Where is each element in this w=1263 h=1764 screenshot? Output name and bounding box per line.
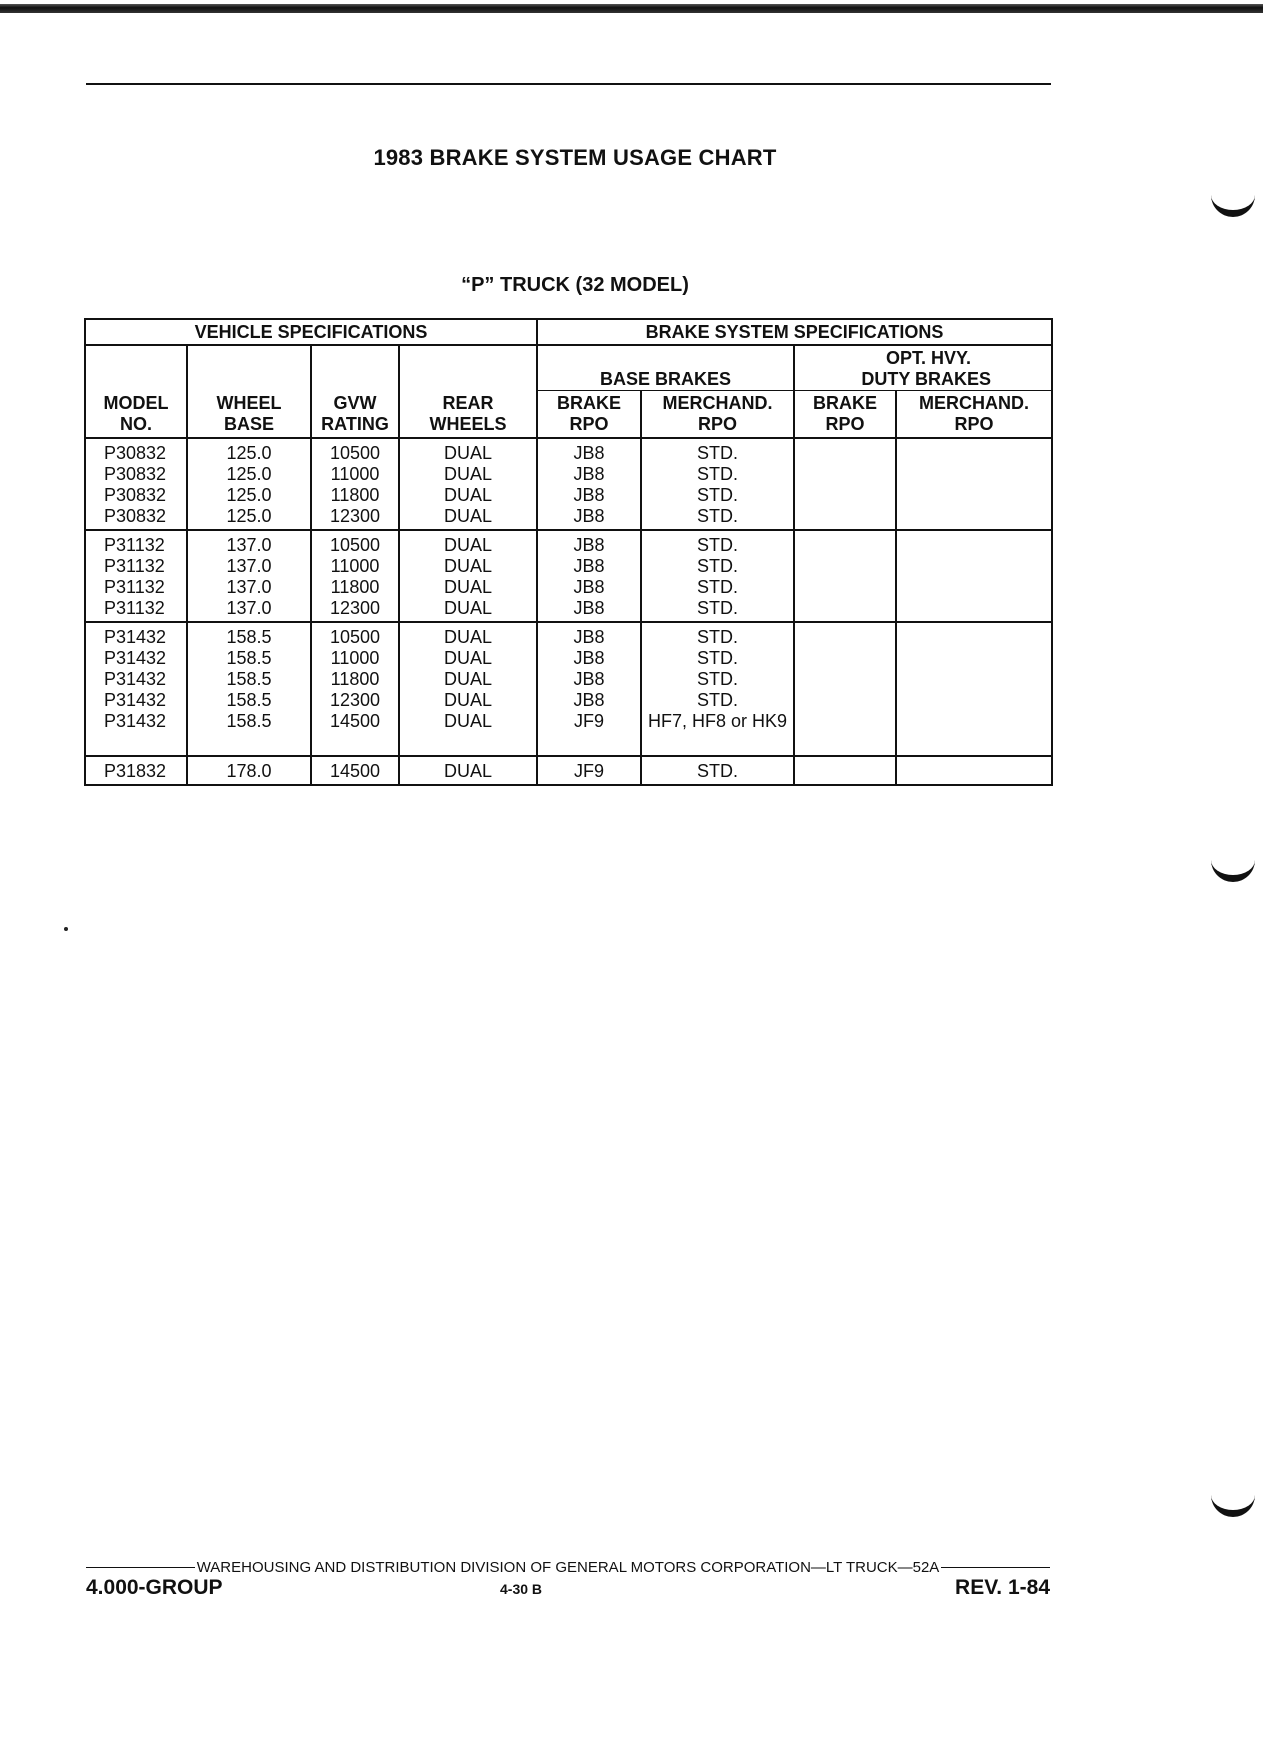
brake-usage-table: [84, 318, 1053, 786]
cell-value: DUAL: [444, 648, 493, 668]
cell-value: DUAL: [444, 627, 493, 647]
cell-value: STD.: [697, 506, 739, 526]
cell-merch-rpo: [641, 530, 794, 622]
page-subtitle: “P” TRUCK (32 MODEL): [461, 274, 689, 296]
cell-value: 11000: [330, 464, 380, 484]
cell-value: P31132: [104, 577, 165, 597]
page-title: 1983 BRAKE SYSTEM USAGE CHART: [373, 145, 777, 170]
cell-value: JF9: [574, 711, 605, 731]
cell-value: 10500: [329, 535, 381, 555]
cell-rear: [399, 438, 537, 530]
cell-value: P31832: [104, 761, 167, 781]
cell-value: 12300: [329, 690, 381, 710]
cell-value: P31432: [104, 690, 167, 710]
cell-value: JB8: [573, 648, 605, 668]
cell-value: 158.5: [226, 669, 272, 689]
cell-value: P31132: [104, 556, 165, 576]
cell-value: STD.: [697, 648, 739, 668]
cell-value: 12300: [329, 506, 381, 526]
cell-value: 125.0: [226, 464, 272, 484]
cell-value: P31432: [104, 627, 167, 647]
cell-value: 158.5: [226, 711, 272, 731]
model-group: [85, 438, 1052, 530]
cell-value: 158.5: [226, 648, 272, 668]
cell-empty-opt: [896, 530, 1052, 622]
cell-value: DUAL: [444, 464, 493, 484]
cell-value: JB8: [573, 443, 605, 463]
column-header-gvw-rating: GVW RATING: [311, 345, 399, 438]
cell-value: JB8: [573, 627, 605, 647]
cell-value: DUAL: [444, 556, 493, 576]
cell-wheel-base: [187, 438, 311, 530]
model-group: [85, 756, 1052, 785]
cell-value: 158.5: [226, 690, 272, 710]
cell-merch-rpo: [641, 756, 794, 785]
cell-value: 137.0: [226, 535, 272, 555]
cell-value: 137.0: [226, 577, 272, 597]
scan-speck: [64, 927, 68, 931]
column-header-base-merchand-rpo: MERCHAND. RPO: [641, 391, 794, 439]
cell-model: [85, 438, 187, 530]
cell-brake-rpo: [537, 756, 641, 785]
cell-value: STD.: [697, 598, 739, 618]
cell-value: 11000: [330, 556, 380, 576]
cell-value: JB8: [573, 577, 605, 597]
cell-wheel-base: [187, 530, 311, 622]
cell-value: 12300: [329, 598, 381, 618]
cell-value: P31432: [104, 648, 167, 668]
cell-value: JB8: [573, 598, 605, 618]
cell-value: STD.: [697, 669, 739, 689]
table-row: [85, 438, 1052, 530]
cell-wheel-base: [187, 622, 311, 756]
cell-value: HF7, HF8 or HK9: [647, 711, 788, 731]
cell-value: P30832: [104, 506, 167, 526]
column-header-opt-merchand-rpo: MERCHAND. RPO: [896, 391, 1052, 439]
cell-value: 10500: [329, 627, 381, 647]
cell-value: 137.0: [226, 598, 272, 618]
cell-gvw: [311, 438, 399, 530]
column-header-model: MODEL NO.: [85, 345, 187, 438]
cell-value: STD.: [697, 761, 739, 781]
subgroup-header-opt-heavy-duty: OPT. HVY. DUTY BRAKES: [794, 345, 1052, 391]
cell-empty-opt: [896, 438, 1052, 530]
cell-value: STD.: [697, 443, 739, 463]
cell-empty-opt: [794, 438, 896, 530]
cell-value: P31432: [104, 669, 167, 689]
cell-value: DUAL: [444, 711, 493, 731]
cell-model: [85, 530, 187, 622]
table-row: [85, 622, 1052, 756]
cell-value: JB8: [573, 464, 605, 484]
cell-value: JB8: [573, 485, 605, 505]
cell-value: JB8: [573, 556, 605, 576]
group-header-vehicle: VEHICLE SPECIFICATIONS: [85, 319, 537, 345]
cell-empty-opt: [896, 622, 1052, 756]
cell-model: [85, 756, 187, 785]
cell-value: 11000: [330, 648, 380, 668]
column-header-base-brake-rpo: BRAKE RPO: [537, 391, 641, 439]
cell-value: 125.0: [226, 485, 272, 505]
cell-value: STD.: [697, 556, 739, 576]
cell-value: DUAL: [444, 598, 493, 618]
binder-ring-hole-top: [1211, 190, 1255, 217]
cell-empty-opt: [896, 756, 1052, 785]
cell-value: P31132: [104, 598, 165, 618]
cell-value: DUAL: [444, 669, 493, 689]
cell-empty-opt: [794, 622, 896, 756]
cell-value: JB8: [573, 669, 605, 689]
model-group: [85, 622, 1052, 756]
cell-value: P30832: [104, 485, 167, 505]
cell-value: 14500: [329, 761, 381, 781]
cell-value: 10500: [329, 443, 381, 463]
cell-brake-rpo: [537, 530, 641, 622]
cell-value: DUAL: [444, 535, 493, 555]
cell-value: DUAL: [444, 485, 493, 505]
cell-value: STD.: [697, 690, 739, 710]
cell-value: STD.: [697, 627, 739, 647]
cell-value: 11800: [330, 485, 380, 505]
cell-brake-rpo: [537, 622, 641, 756]
cell-value: STD.: [697, 485, 739, 505]
header-rule: [86, 83, 1051, 85]
cell-value: P31432: [104, 711, 167, 731]
cell-value: JB8: [573, 690, 605, 710]
cell-value: 14500: [329, 711, 381, 731]
cell-value: STD.: [697, 535, 739, 555]
top-edge-rule: [0, 4, 1263, 13]
cell-value: STD.: [697, 577, 739, 597]
cell-value: DUAL: [444, 761, 493, 781]
cell-merch-rpo: [641, 438, 794, 530]
group-header-brake: BRAKE SYSTEM SPECIFICATIONS: [537, 319, 1052, 345]
cell-model: [85, 622, 187, 756]
footer-division-text: WAREHOUSING AND DISTRIBUTION DIVISION OF GENERAL MOTORS CORPORATION—LT TRUCK—52A: [196, 1559, 940, 1576]
cell-value: 137.0: [226, 556, 272, 576]
cell-brake-rpo: [537, 438, 641, 530]
column-header-opt-brake-rpo: BRAKE RPO: [794, 391, 896, 439]
table-row: [85, 530, 1052, 622]
cell-value: 158.5: [226, 627, 272, 647]
footer-division-line: [86, 1559, 1050, 1576]
cell-empty-opt: [794, 530, 896, 622]
model-group: [85, 530, 1052, 622]
cell-gvw: [311, 756, 399, 785]
cell-value: 11800: [330, 577, 380, 597]
cell-gvw: [311, 530, 399, 622]
cell-value: JB8: [573, 535, 605, 555]
cell-value: 11800: [330, 669, 380, 689]
footer-page-number: 4-30 B: [500, 1581, 543, 1597]
cell-value: 178.0: [226, 761, 272, 781]
cell-gvw: [311, 622, 399, 756]
cell-value: DUAL: [444, 443, 493, 463]
cell-rear: [399, 530, 537, 622]
cell-value: P31132: [104, 535, 165, 555]
binder-ring-hole-middle: [1211, 855, 1255, 882]
cell-value: STD.: [697, 464, 739, 484]
cell-value: JF9: [574, 761, 605, 781]
cell-value: JB8: [573, 506, 605, 526]
cell-merch-rpo: [641, 622, 794, 756]
column-header-wheel-base: WHEEL BASE: [187, 345, 311, 438]
binder-ring-hole-bottom: [1211, 1490, 1255, 1517]
table-row: [85, 756, 1052, 785]
cell-value: 125.0: [226, 506, 272, 526]
cell-wheel-base: [187, 756, 311, 785]
cell-rear: [399, 756, 537, 785]
cell-value: 125.0: [226, 443, 272, 463]
cell-empty-opt: [794, 756, 896, 785]
cell-value: DUAL: [444, 690, 493, 710]
footer-revision: REV. 1-84: [955, 1576, 1050, 1599]
cell-value: P30832: [104, 443, 167, 463]
cell-value: DUAL: [444, 506, 493, 526]
cell-value: P30832: [104, 464, 167, 484]
cell-rear: [399, 622, 537, 756]
cell-value: DUAL: [444, 577, 493, 597]
column-header-rear-wheels: REAR WHEELS: [399, 345, 537, 438]
subgroup-header-base-brakes: BASE BRAKES: [537, 345, 794, 391]
footer-group-label: 4.000-GROUP: [86, 1576, 223, 1599]
